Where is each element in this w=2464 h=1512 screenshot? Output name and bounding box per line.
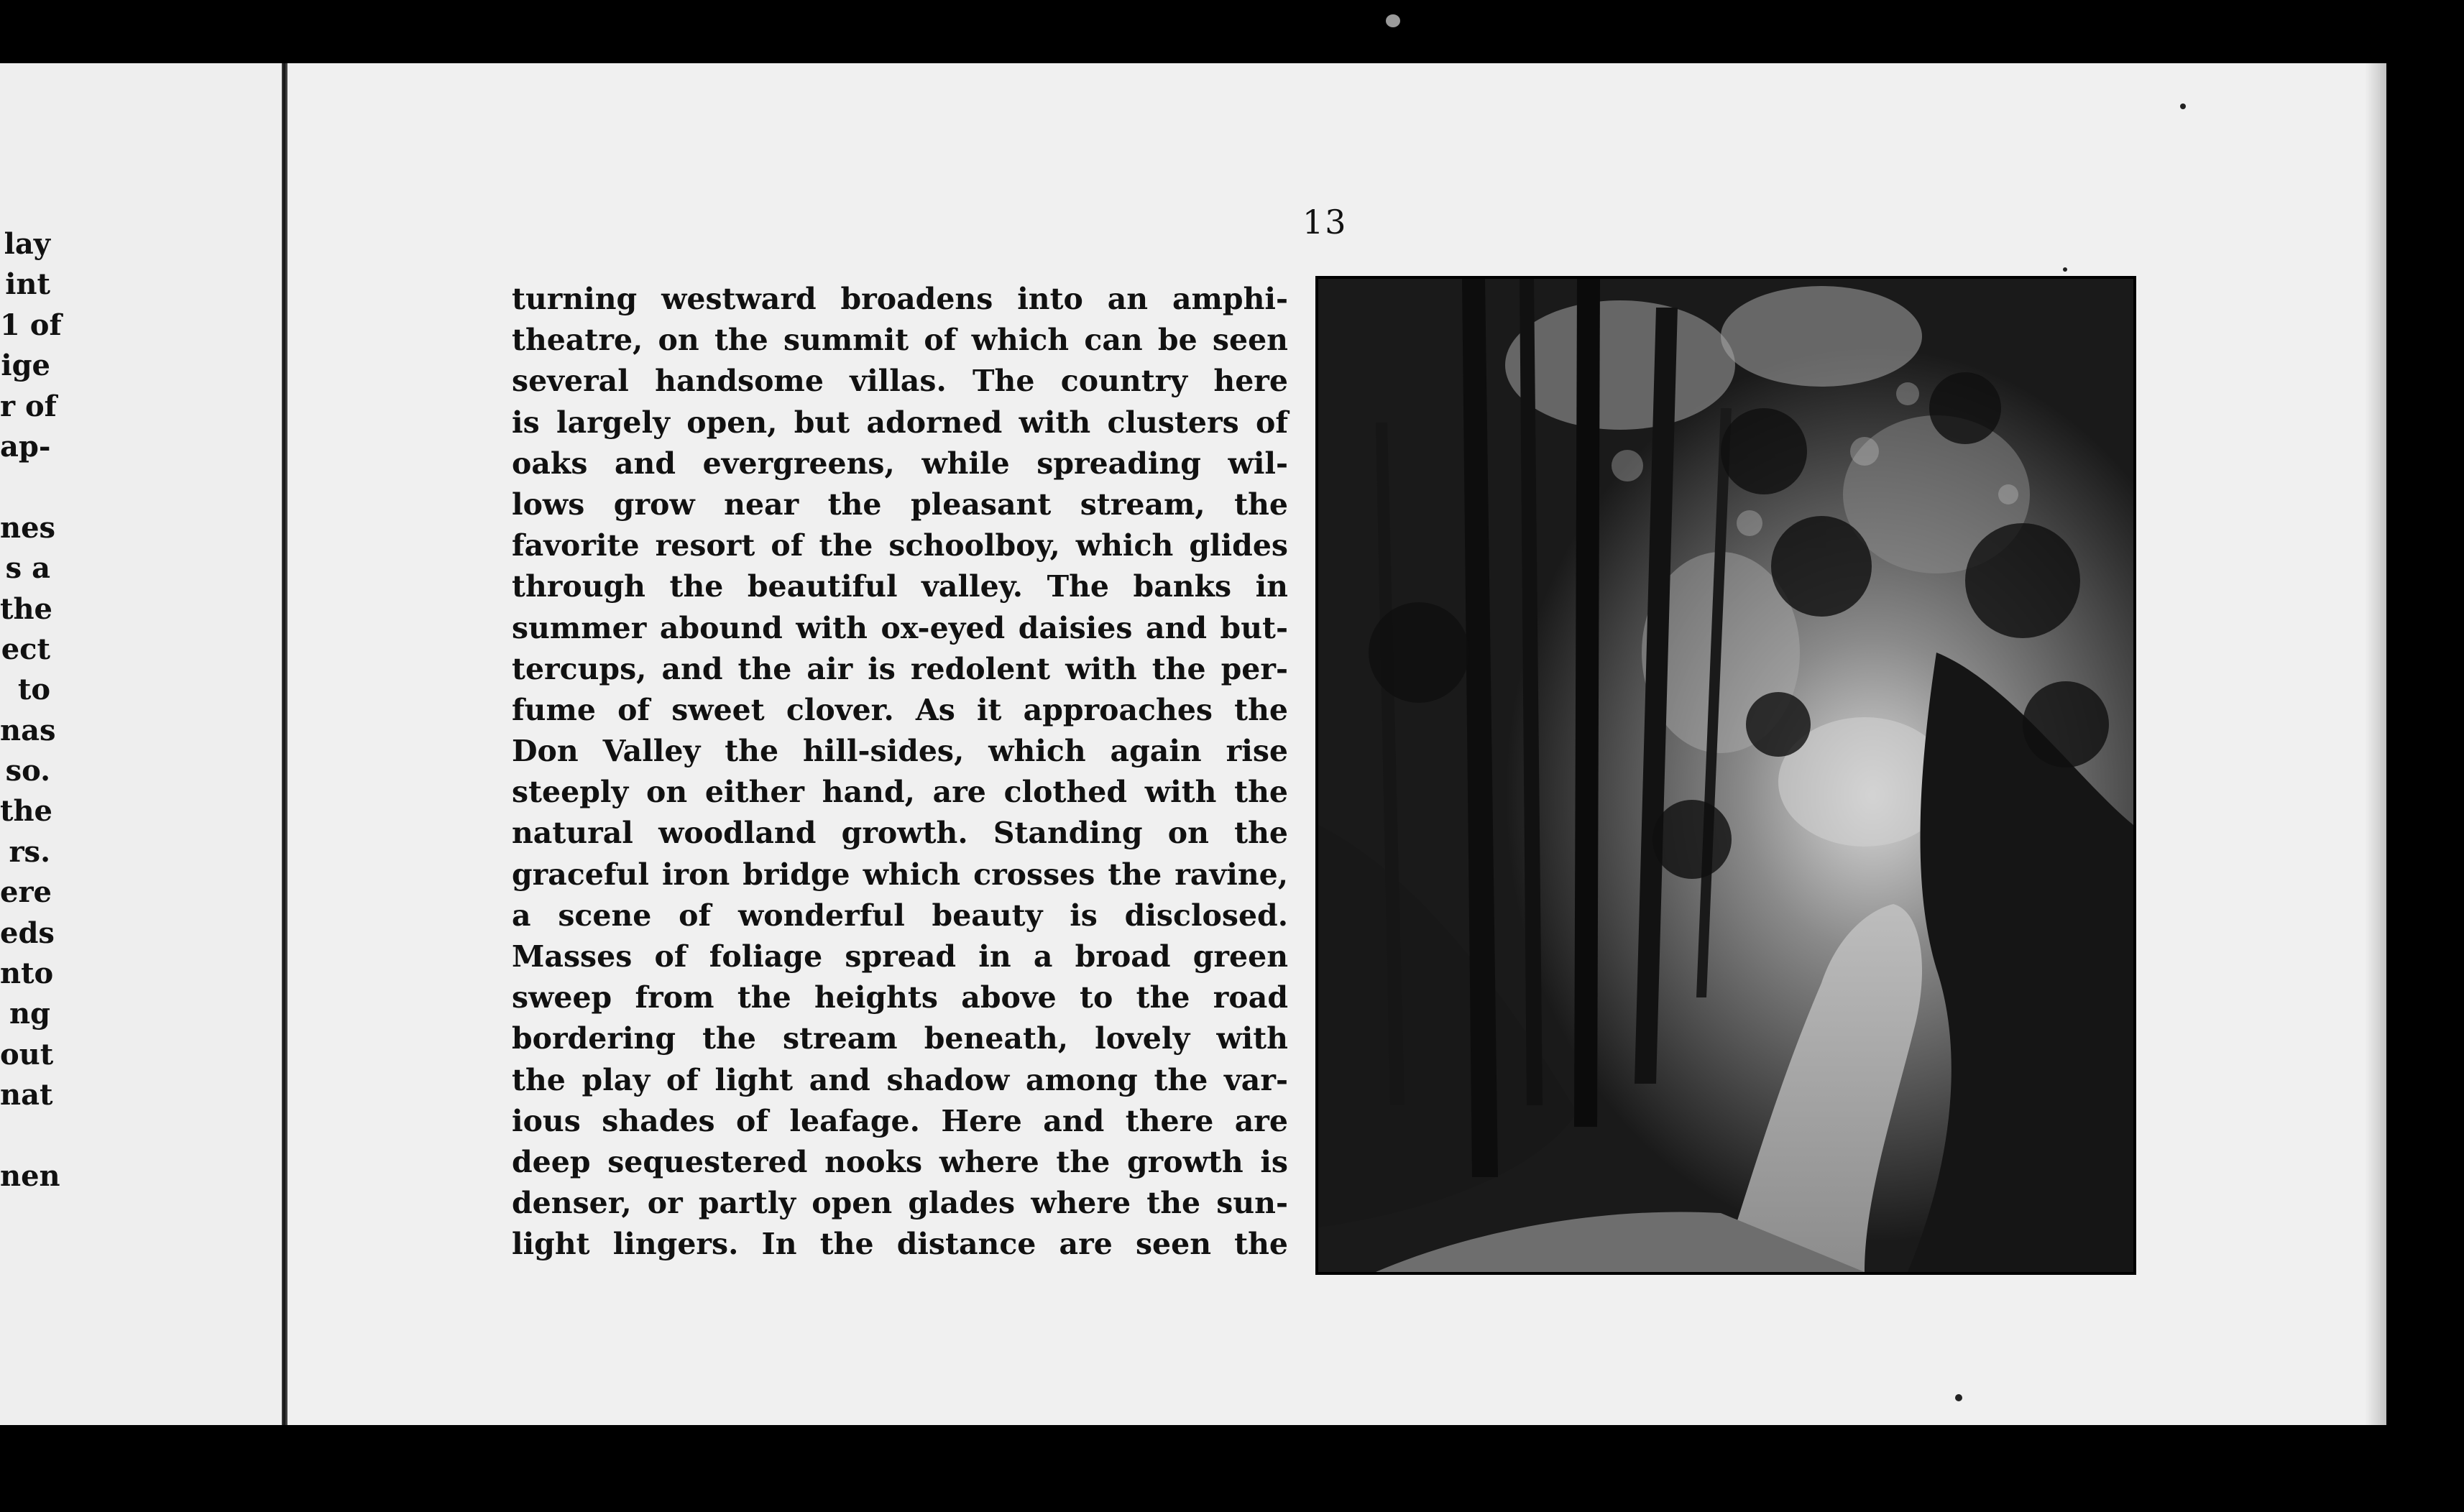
text-line: fume of sweet clover. As it approaches the bbox=[512, 692, 1288, 727]
fragment-line: nto bbox=[0, 956, 54, 991]
fragment-line: ap- bbox=[0, 429, 51, 464]
woodland-path-photograph bbox=[1315, 276, 2136, 1275]
fragment-line: to bbox=[17, 673, 50, 707]
text-line: the play of light and shadow among the var- bbox=[512, 1062, 1288, 1097]
text-line: denser, or partly open glades where the sun- bbox=[512, 1186, 1288, 1221]
text-line: deep sequestered nooks where the growth is bbox=[512, 1144, 1288, 1179]
text-line: several handsome villas. The country here bbox=[512, 364, 1288, 399]
scan-speck bbox=[2063, 267, 2067, 272]
text-line: natural woodland growth. Standing on the bbox=[512, 816, 1288, 851]
left-page-text-fragments bbox=[0, 224, 62, 1197]
fragment-line: ect bbox=[1, 632, 50, 666]
fragment-gap bbox=[0, 467, 50, 507]
text-line: bordering the stream beneath, lovely with bbox=[512, 1021, 1288, 1056]
text-line: oaks and evergreens, while spreading wil- bbox=[512, 446, 1288, 481]
fragment-line: r of bbox=[0, 389, 57, 423]
text-line: lows grow near the pleasant stream, the bbox=[512, 487, 1288, 522]
fragment-line: 1 of bbox=[0, 308, 62, 342]
text-line: light lingers. In the distance are seen the bbox=[512, 1227, 1288, 1262]
fragment-line: nas bbox=[0, 713, 56, 747]
text-line: Don Valley the hill-sides, which again rise bbox=[512, 734, 1288, 769]
text-line: theatre, on the summit of which can be seen bbox=[512, 323, 1288, 358]
fragment-line: nen bbox=[0, 1158, 60, 1193]
fragment-line: out bbox=[0, 1037, 54, 1071]
text-line: tercups, and the air is redolent with the per- bbox=[512, 651, 1288, 686]
fragment-line: int bbox=[5, 267, 50, 302]
scan-speck bbox=[2180, 103, 2186, 109]
scan-speck bbox=[1386, 14, 1400, 27]
text-line: a scene of wonderful beauty is disclosed. bbox=[512, 898, 1288, 933]
text-line: summer abound with ox-eyed daisies and but- bbox=[512, 610, 1288, 645]
body-text bbox=[512, 279, 1288, 1266]
text-line: favorite resort of the schoolboy, which glides bbox=[512, 528, 1288, 563]
text-line: graceful iron bridge which crosses the ravine, bbox=[512, 857, 1288, 892]
text-line: ious shades of leafage. Here and there are bbox=[512, 1103, 1288, 1138]
text-line: turning westward broadens into an amphi- bbox=[512, 282, 1288, 316]
fragment-line: lay bbox=[4, 227, 50, 261]
fragment-line: ere bbox=[0, 875, 52, 910]
text-line: is largely open, but adorned with clusters of bbox=[512, 405, 1288, 440]
page-number: 13 bbox=[1302, 203, 1348, 241]
photograph-illustration bbox=[1318, 279, 2133, 1272]
book-spine bbox=[282, 63, 288, 1425]
fragment-line: the bbox=[0, 591, 53, 626]
page-edge-shadow bbox=[2365, 63, 2394, 1425]
fragment-line: ige bbox=[1, 349, 50, 383]
fragment-line: so. bbox=[5, 754, 50, 788]
text-line: Masses of foliage spread in a broad green bbox=[512, 939, 1288, 974]
fragment-line: rs. bbox=[9, 834, 50, 869]
scan-speck bbox=[1955, 1394, 1962, 1401]
text-line: steeply on either hand, are clothed with the bbox=[512, 775, 1288, 810]
fragment-line: ng bbox=[9, 997, 50, 1031]
fragment-line: eds bbox=[0, 916, 55, 950]
fragment-line: s a bbox=[5, 551, 50, 586]
fragment-line: nat bbox=[0, 1078, 53, 1112]
fragment-gap bbox=[0, 1116, 50, 1156]
fragment-line: nes bbox=[0, 510, 56, 545]
text-line: through the beautiful valley. The banks in bbox=[512, 569, 1288, 604]
fragment-line: the bbox=[0, 794, 53, 829]
text-line: sweep from the heights above to the road bbox=[512, 980, 1288, 1015]
